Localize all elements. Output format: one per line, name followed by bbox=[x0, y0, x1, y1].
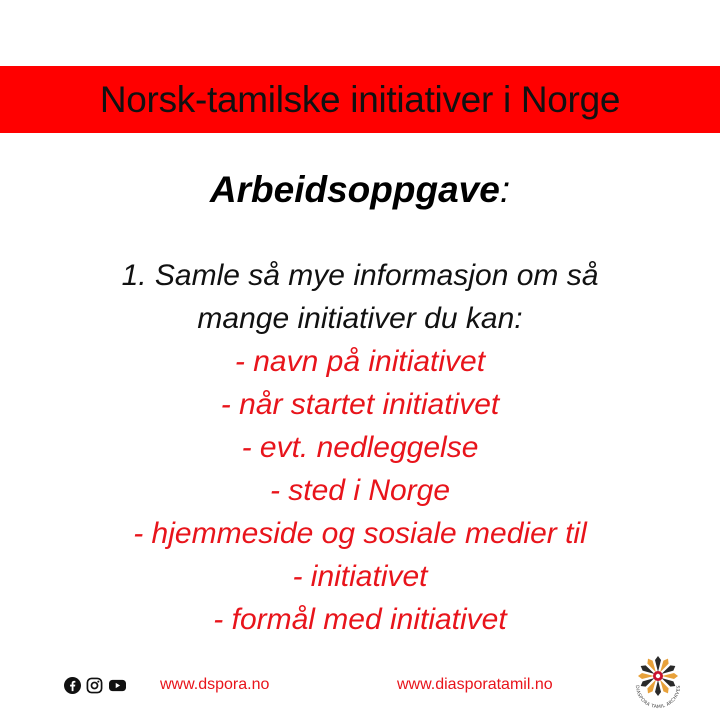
task-item: - navn på initiativet bbox=[234, 345, 486, 378]
task-item: - hjemmeside og sosiale medier til bbox=[133, 517, 587, 550]
website-link-diasporatamil[interactable]: www.diasporatamil.no bbox=[397, 676, 553, 693]
svg-text:DIASPORA TAMIL ARCHIVES: DIASPORA TAMIL ARCHIVES bbox=[633, 685, 683, 711]
task-item: - formål med initiativet bbox=[213, 603, 507, 636]
task-item: - evt. nedleggelse bbox=[241, 431, 479, 464]
task-intro-line-2: mange initiativer du kan: bbox=[197, 302, 523, 335]
facebook-icon[interactable] bbox=[64, 677, 81, 694]
instagram-icon[interactable] bbox=[86, 677, 103, 694]
title-banner bbox=[0, 66, 720, 133]
task-item: - initiativet bbox=[292, 560, 428, 593]
task-heading-colon: : bbox=[499, 169, 511, 210]
task-item: - sted i Norge bbox=[269, 474, 451, 507]
task-item: - når startet initiativet bbox=[220, 388, 500, 421]
diaspora-tamil-archives-logo bbox=[628, 652, 688, 712]
banner-title: Norsk-tamilske initiativer i Norge bbox=[99, 78, 621, 120]
task-intro-line-1: 1. Samle så mye informasjon om så bbox=[121, 259, 599, 292]
task-body bbox=[0, 254, 720, 641]
footer bbox=[0, 660, 720, 715]
website-link-dspora[interactable]: www.dspora.no bbox=[160, 676, 270, 693]
social-icons bbox=[64, 677, 127, 694]
task-heading-word: Arbeidsoppgave bbox=[209, 169, 500, 210]
youtube-icon[interactable] bbox=[108, 677, 127, 694]
task-heading bbox=[0, 166, 720, 214]
